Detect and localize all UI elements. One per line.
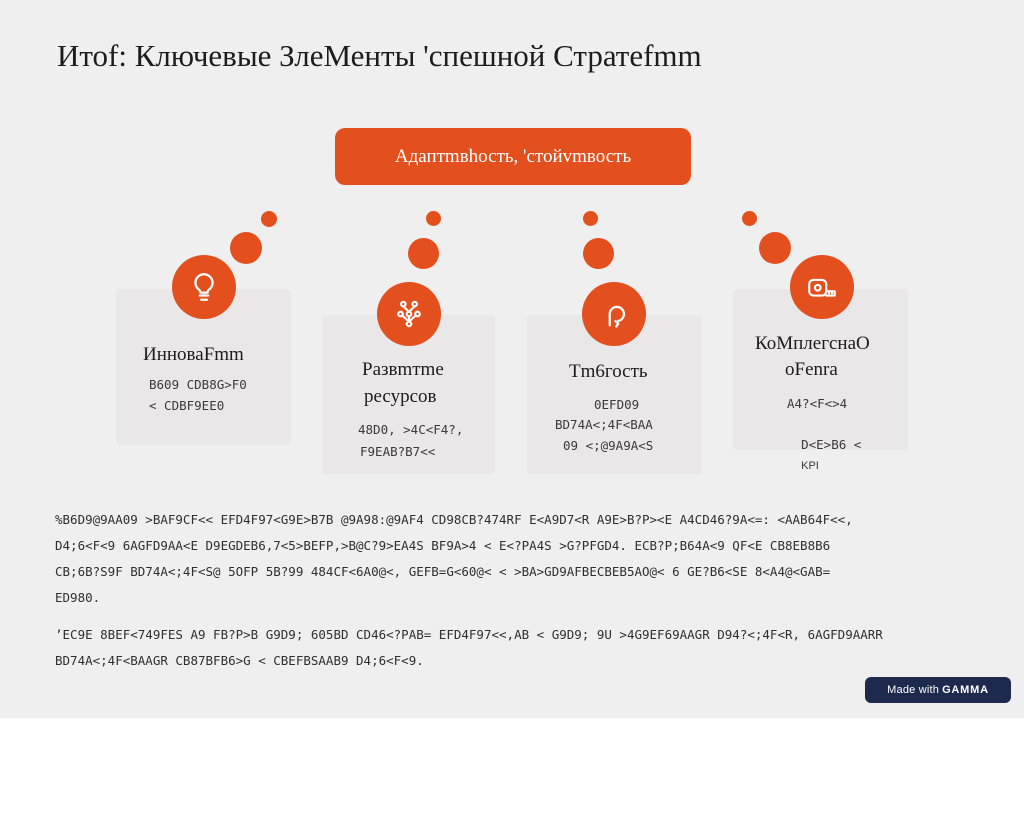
made-with-gamma-badge[interactable] <box>865 677 1011 703</box>
paragraph-line: %B6D9@9AA09 >BAF9CF<< EFD4F97<G9E>B7B @9A98:@9AF4 CD98CB?474RF E<A9D7<R A9E>B?P><E A4CD46?9A<=: <AAB64F<<, <box>55 512 853 527</box>
card-comprehensive-icon-circle <box>790 255 854 319</box>
paragraph-line: BD74A<;4F<BAAGR CB87BFB6>G < CBEFBSAAB9 D4;6<F<9. <box>55 653 424 668</box>
connector-dot <box>583 238 614 269</box>
connector-dot <box>408 238 439 269</box>
card-comprehensive-title: oFenra <box>785 359 838 380</box>
paragraph-line: D4;6<F<9 6AGFD9AA<E D9EGDEB6,7<5>BEFP,>B@C?9>EA4S BF9A>4 < E<?PA4S >G?PFGD4. ECB?P;B64A<9 QF<E CB8EB8B6 <box>55 538 831 553</box>
body-paragraph <box>55 507 985 611</box>
connector-dot <box>742 211 757 226</box>
badge-prefix: Made with <box>887 684 940 696</box>
connector-dot <box>261 211 277 227</box>
connector-dot <box>426 211 441 226</box>
card-flexibility-text-line: 0EFD09 <box>594 397 640 412</box>
lightbulb-icon <box>187 270 221 304</box>
connector-dot <box>583 211 598 226</box>
card-flexibility-icon-circle <box>582 282 646 346</box>
body-paragraph <box>55 622 985 674</box>
card-comprehensive-text-line <box>771 415 861 496</box>
tape-measure-icon <box>805 270 839 304</box>
paragraph-line: ’EC9E 8BEF<749FES A9 FB?P>B G9D9; 605BD CD46<?PAB= EFD4F97<<,AB < G9D9; 9U >4G9EF69AAGR D94?<;4F<R, 6AGFD9AARR <box>55 627 883 642</box>
card-comprehensive-text-line: A4?<F<>4 <box>787 396 848 411</box>
card-resources-text-line: 48D0, >4C<F4?, <box>358 422 464 437</box>
card-innovation-text-line: B609 CDB8G>F0 <box>149 377 247 392</box>
paragraph-line: CB;6B?S9F BD74A<;4F<S@ 5OFP 5B?99 484CF<6A0@<, GEFB=G<60@< < >BA>GD9AFBECBEB5AO@< 6 GE?B6<SE 8<A4@<GAB= <box>55 564 831 579</box>
card-innovation-title: ИнноваFmm <box>143 344 244 365</box>
card-resources-text-line: F9EAB?B7<< <box>360 444 436 459</box>
card-comprehensive-text: D<E>B6 < <box>801 437 862 452</box>
connector-dot <box>230 232 262 264</box>
connector-dot <box>759 232 791 264</box>
card-flexibility-text-line: 09 <;@9A9A<S <box>563 438 654 453</box>
card-comprehensive-title: КоМплегснаО <box>755 333 870 354</box>
central-concept-pill <box>335 128 691 185</box>
loop-icon <box>597 297 631 331</box>
card-flexibility-text-line: BD74A<;4F<BAA <box>555 417 653 432</box>
card-resources-title: Развmтme <box>362 359 444 380</box>
card-resources-icon-circle <box>377 282 441 346</box>
paragraph-line: ED980. <box>55 590 101 605</box>
card-innovation-text-line: < CDBF9EE0 <box>149 398 225 413</box>
slide-title: Итоf: Ключевые ЗлеМенты 'спешной Стратеfmm <box>57 38 702 73</box>
card-flexibility-title: Tm6гость <box>569 361 648 382</box>
kpi-label: KPI <box>801 460 819 472</box>
card-resources-title: ресурсов <box>364 386 437 407</box>
central-concept-label: Адаптmвhость, 'стойvmвость <box>394 145 632 167</box>
card-innovation-icon-circle <box>172 255 236 319</box>
network-icon <box>392 297 426 331</box>
badge-brand: GAMMA <box>942 684 989 696</box>
